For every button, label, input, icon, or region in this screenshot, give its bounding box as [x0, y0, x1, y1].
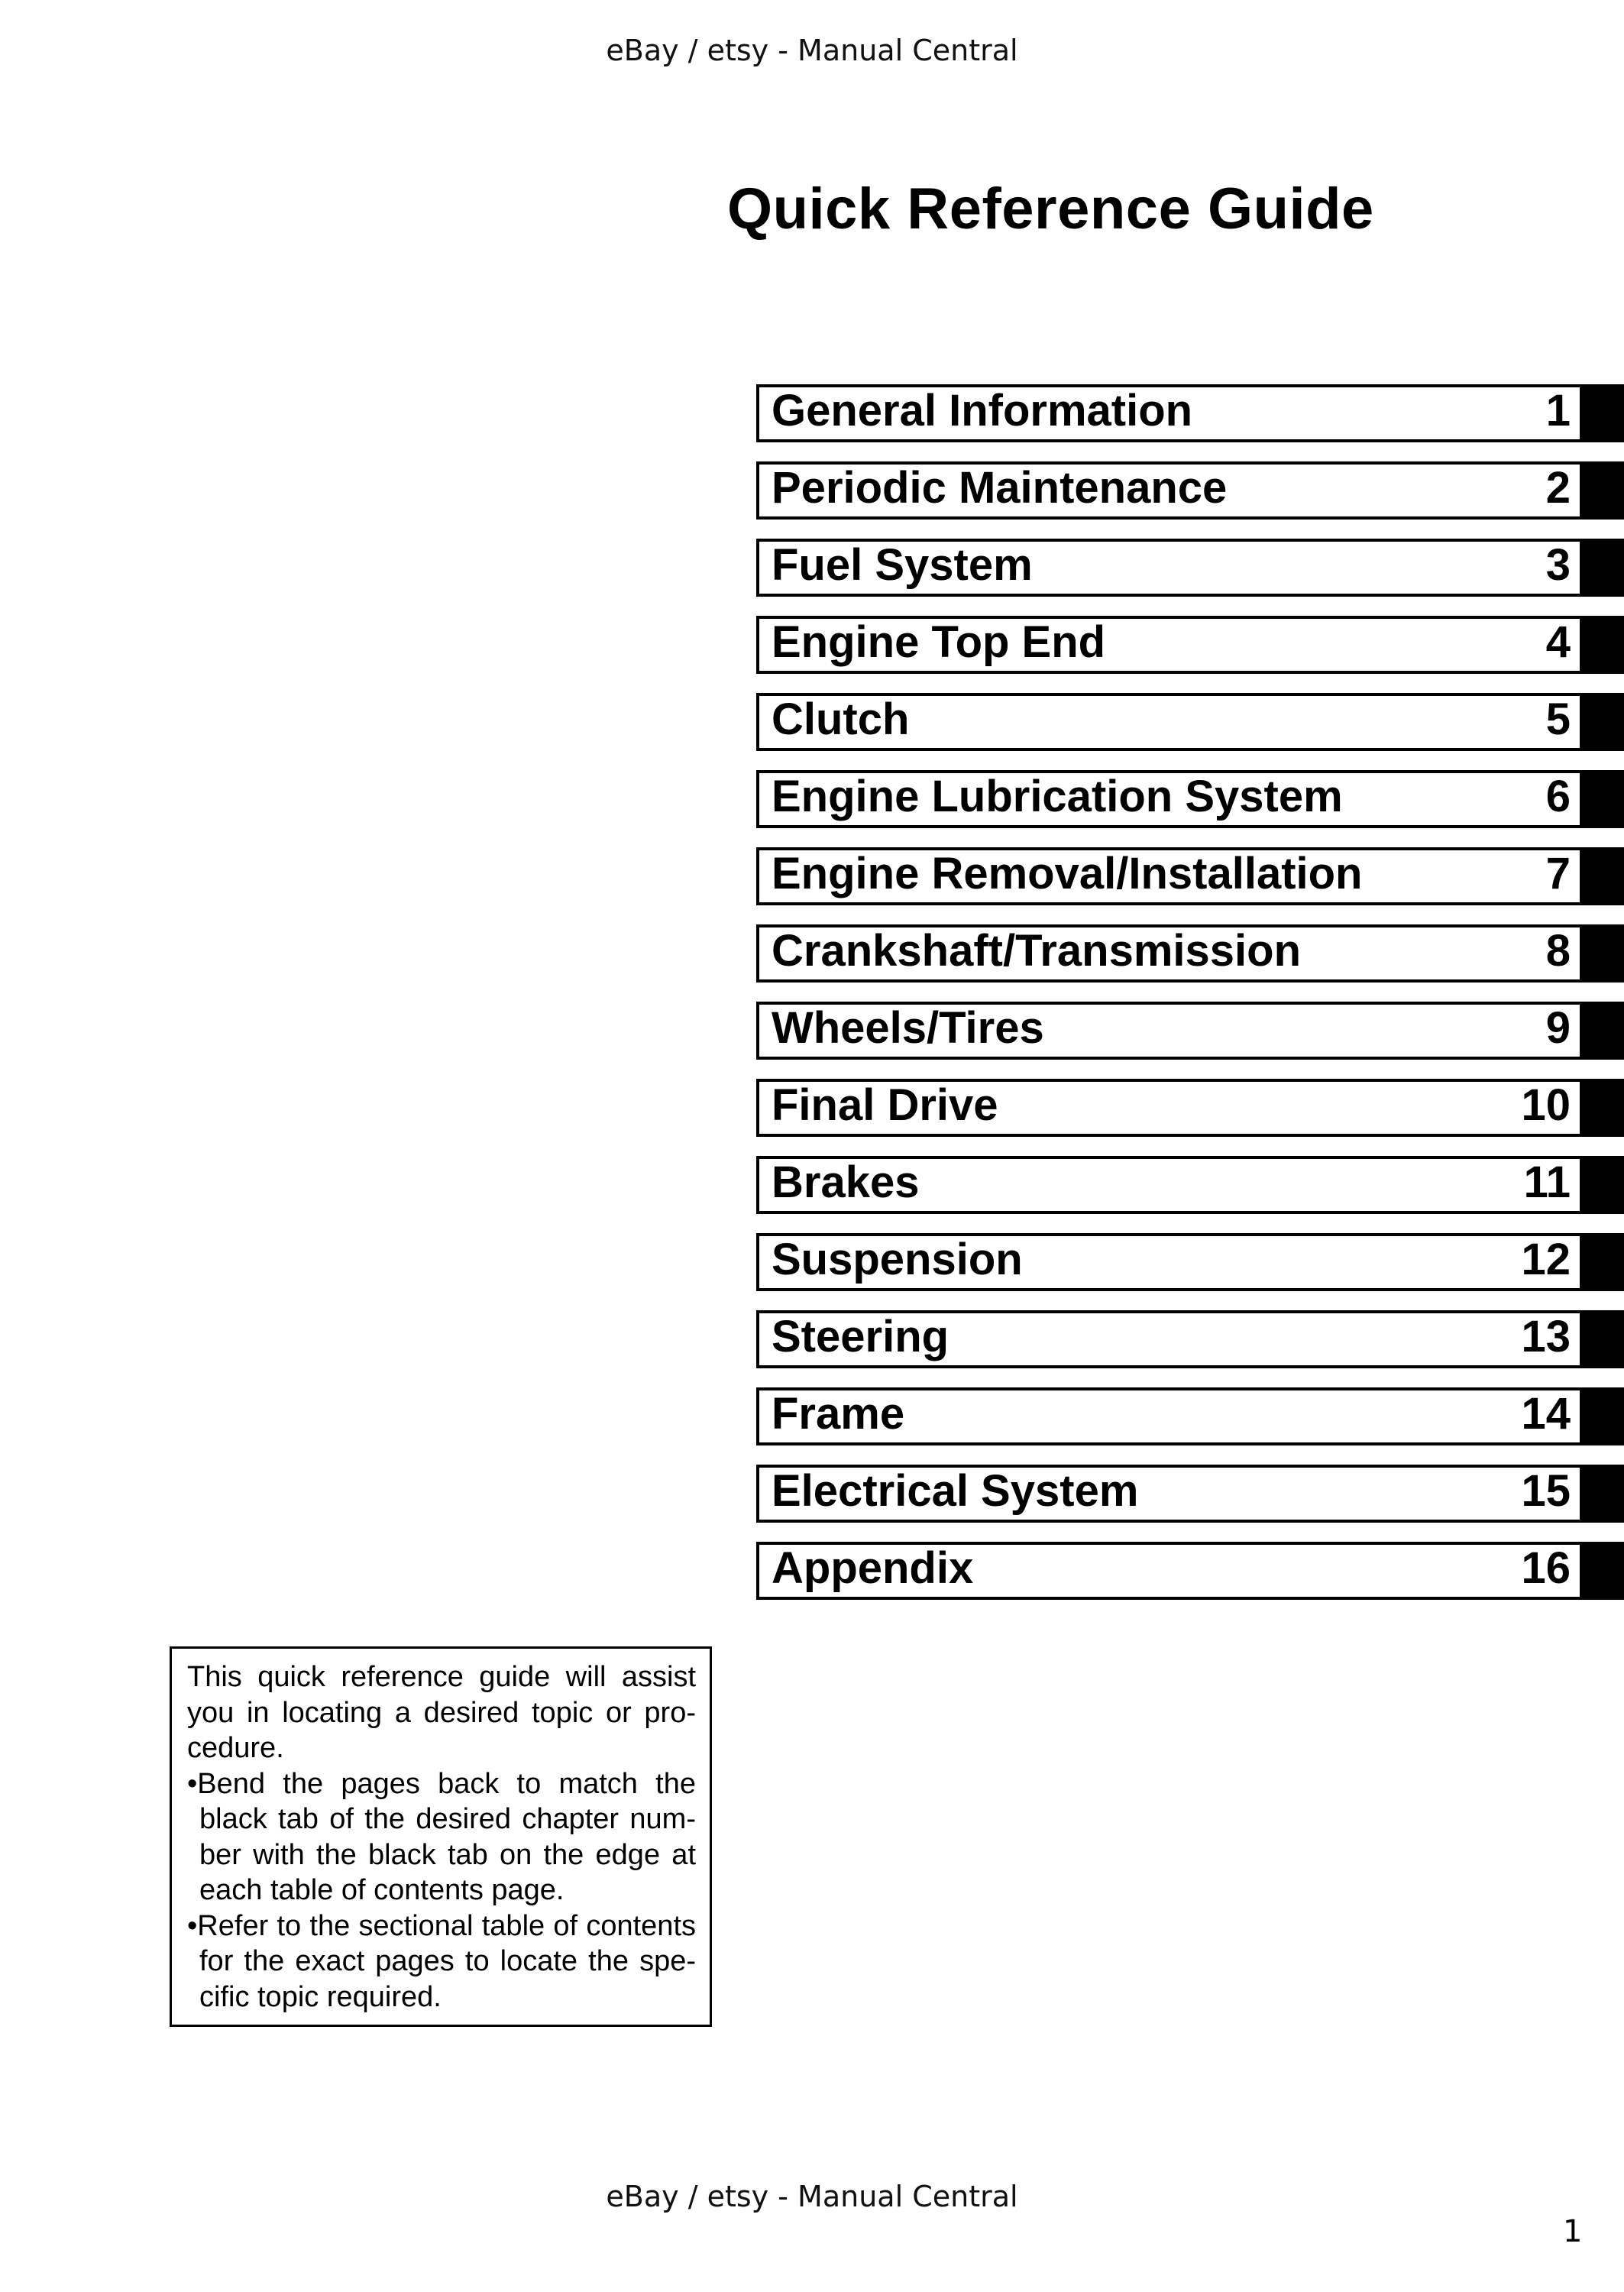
- chapter-number: 7: [1545, 849, 1571, 898]
- chapter-number: 8: [1545, 926, 1571, 976]
- chapter-black-tab: [1583, 1233, 1624, 1291]
- chapter-title: Fuel System: [772, 540, 1033, 590]
- chapter-number: 13: [1521, 1312, 1571, 1361]
- chapter-row-16[interactable]: [756, 1542, 1624, 1600]
- chapter-black-tab: [1583, 539, 1624, 597]
- chapter-number: 9: [1545, 1003, 1571, 1053]
- chapter-black-tab: [1583, 1542, 1624, 1600]
- chapter-title: Final Drive: [772, 1080, 998, 1130]
- chapter-row-15[interactable]: [756, 1465, 1624, 1523]
- chapter-row-10[interactable]: [756, 1079, 1624, 1137]
- chapter-black-tab: [1583, 1156, 1624, 1214]
- chapter-row-12[interactable]: [756, 1233, 1624, 1291]
- chapter-number: 15: [1521, 1466, 1571, 1516]
- note-line: cedure.: [187, 1732, 284, 1764]
- chapter-row-2[interactable]: [756, 461, 1624, 520]
- chapter-number: 6: [1545, 772, 1571, 821]
- header-watermark: eBay / etsy - Manual Central: [606, 34, 1018, 67]
- chapter-row-14[interactable]: [756, 1387, 1624, 1445]
- usage-note-box: [170, 1646, 712, 2027]
- chapter-black-tab: [1583, 770, 1624, 828]
- chapter-title: Crankshaft/Transmission: [772, 926, 1301, 976]
- chapter-index: [756, 384, 1624, 1619]
- chapter-title: Brakes: [772, 1157, 920, 1207]
- chapter-row-9[interactable]: [756, 1002, 1624, 1060]
- page-title: Quick Reference Guide: [727, 176, 1374, 241]
- note-line: •Refer to the sectional table of contents: [187, 1909, 696, 1942]
- page-number: 1: [1563, 2214, 1583, 2249]
- chapter-black-tab: [1583, 1465, 1624, 1523]
- chapter-title: General Information: [772, 386, 1193, 435]
- chapter-row-4[interactable]: [756, 616, 1624, 674]
- chapter-number: 3: [1545, 540, 1571, 590]
- chapter-row-8[interactable]: [756, 924, 1624, 983]
- chapter-number: 4: [1545, 617, 1571, 667]
- chapter-number: 16: [1521, 1543, 1571, 1593]
- chapter-row-6[interactable]: [756, 770, 1624, 828]
- chapter-black-tab: [1583, 1002, 1624, 1060]
- note-line: ber with the black tab on the edge at: [199, 1838, 696, 1871]
- chapter-black-tab: [1583, 616, 1624, 674]
- chapter-number: 14: [1521, 1389, 1571, 1439]
- note-line: black tab of the desired chapter num-: [199, 1803, 696, 1835]
- chapter-black-tab: [1583, 847, 1624, 905]
- chapter-black-tab: [1583, 1387, 1624, 1445]
- chapter-black-tab: [1583, 693, 1624, 751]
- chapter-title: Engine Lubrication System: [772, 772, 1343, 821]
- chapter-row-7[interactable]: [756, 847, 1624, 905]
- chapter-number: 10: [1521, 1080, 1571, 1130]
- chapter-black-tab: [1583, 384, 1624, 442]
- note-line: cific topic required.: [199, 1980, 442, 2013]
- chapter-row-13[interactable]: [756, 1310, 1624, 1368]
- chapter-title: Clutch: [772, 694, 910, 744]
- chapter-title: Steering: [772, 1312, 949, 1361]
- chapter-number: 5: [1545, 694, 1571, 744]
- chapter-title: Engine Top End: [772, 617, 1106, 667]
- chapter-title: Appendix: [772, 1543, 974, 1593]
- chapter-row-1[interactable]: [756, 384, 1624, 442]
- footer-watermark: eBay / etsy - Manual Central: [606, 2180, 1018, 2213]
- chapter-title: Electrical System: [772, 1466, 1139, 1516]
- chapter-number: 11: [1523, 1157, 1571, 1207]
- chapter-row-5[interactable]: [756, 693, 1624, 751]
- note-line: This quick reference guide will assist: [187, 1661, 696, 1693]
- note-line: each table of contents page.: [199, 1874, 565, 1906]
- chapter-title: Suspension: [772, 1235, 1023, 1284]
- chapter-black-tab: [1583, 924, 1624, 983]
- chapter-number: 12: [1521, 1235, 1571, 1284]
- chapter-black-tab: [1583, 461, 1624, 520]
- note-line: •Bend the pages back to match the: [187, 1767, 696, 1800]
- chapter-row-3[interactable]: [756, 539, 1624, 597]
- chapter-black-tab: [1583, 1079, 1624, 1137]
- chapter-title: Wheels/Tires: [772, 1003, 1044, 1053]
- chapter-row-11[interactable]: [756, 1156, 1624, 1214]
- chapter-number: 2: [1545, 463, 1571, 513]
- chapter-title: Periodic Maintenance: [772, 463, 1228, 513]
- chapter-number: 1: [1545, 386, 1571, 435]
- chapter-title: Frame: [772, 1389, 905, 1439]
- note-line: you in locating a desired topic or pro-: [187, 1696, 696, 1729]
- chapter-title: Engine Removal/Installation: [772, 849, 1363, 898]
- note-line: for the exact pages to locate the spe-: [199, 1945, 696, 1977]
- chapter-black-tab: [1583, 1310, 1624, 1368]
